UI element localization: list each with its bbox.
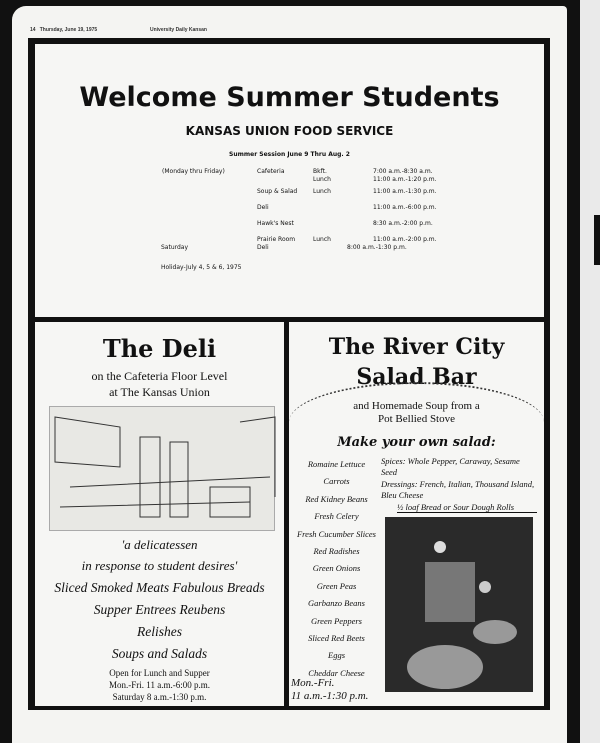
- schedule-time: 11:00 a.m.-2:00 p.m.: [373, 236, 437, 243]
- salad-item: Garbanzo Beans: [308, 598, 365, 609]
- adjacent-page: [580, 0, 600, 743]
- ad-frame: [28, 38, 550, 710]
- session: Summer Session June 9 Thru Aug. 2: [229, 151, 350, 158]
- salad-bar-panel: [289, 322, 544, 706]
- deli-line: at The Kansas Union: [109, 385, 210, 399]
- schedule-place: Cafeteria: [257, 168, 285, 175]
- deli-item: Sliced Smoked Meats Fabulous Breads: [54, 580, 265, 595]
- salad-item: Red Kidney Beans: [305, 493, 368, 504]
- deli-item: Soups and Salads: [111, 646, 208, 661]
- schedule-place: Soup & Salad: [257, 188, 298, 195]
- schedule-meal: Lunch: [313, 176, 331, 183]
- make-your-own: Make your own salad:: [337, 435, 496, 450]
- divider: [594, 215, 600, 265]
- schedule-panel: [35, 44, 544, 317]
- subtitle: KANSAS UNION FOOD SERVICE: [185, 124, 394, 138]
- page-number: 14: [30, 27, 36, 33]
- bread: ½ loaf Bread or Sour Dough Rolls: [397, 502, 537, 513]
- dressings: Dressings: French, Italian, Thousand Island, Bleu Cheese: [381, 479, 535, 500]
- schedule-place: Hawk's Nest: [257, 220, 294, 227]
- schedule-time: 8:30 a.m.-2:00 p.m.: [373, 220, 433, 227]
- schedule-time: 11:00 a.m.-1:30 p.m.: [373, 188, 437, 195]
- salad-item: Sliced Red Beets: [308, 633, 365, 643]
- salad-hours: Mon.-Fri.: [291, 677, 335, 689]
- salad-item: Eggs: [328, 650, 345, 661]
- schedule-meal: Bkft.: [313, 168, 327, 175]
- deli-item: Supper Entrees Reubens: [93, 602, 226, 617]
- paper-name: University Daily Kansan: [150, 27, 207, 33]
- salad-sub: and Homemade Soup from a: [353, 400, 480, 412]
- salad-item: Red Radishes: [313, 546, 360, 556]
- schedule-meal: Lunch: [313, 188, 331, 195]
- salad-bar-photo: [385, 517, 533, 692]
- salad-item: Fresh Celery: [314, 511, 359, 522]
- salad-title: The River City: [328, 334, 505, 360]
- deli-illustration: [49, 406, 275, 531]
- salad-item: Green Peppers: [311, 615, 362, 626]
- schedule-time: 11:00 a.m.-6:00 p.m.: [373, 204, 437, 211]
- schedule-meal: Lunch: [313, 236, 331, 243]
- date: Thursday, June 19, 1975: [39, 27, 98, 33]
- deli-title: The Deli: [102, 334, 217, 363]
- deli-panel: [35, 322, 284, 706]
- deli-hours: Open for Lunch and Supper: [109, 668, 210, 678]
- salad-item: Romaine Lettuce: [307, 459, 366, 469]
- schedule-place: Deli: [257, 204, 269, 211]
- spices: Spices: Whole Pepper, Caraway, Sesame Seed: [381, 456, 520, 477]
- schedule-time: 11:00 a.m.-1:20 p.m.: [373, 176, 437, 183]
- deli-tagline: in response to student desires': [81, 558, 238, 573]
- salad-item: Green Peas: [316, 580, 357, 591]
- deli-hours: Mon.-Fri. 11 a.m.-6:00 p.m.: [109, 680, 210, 690]
- salad-item: Carrots: [323, 476, 350, 487]
- deli-line: on the Cafeteria Floor Level: [91, 369, 228, 383]
- holiday: Holiday-July 4, 5 & 6, 1975: [161, 264, 242, 271]
- salad-sub: Pot Bellied Stove: [378, 413, 455, 425]
- deli-item: Relishes: [137, 624, 182, 639]
- saturday-label: Saturday: [161, 244, 189, 251]
- headline: Welcome Summer Students: [79, 82, 500, 113]
- salad-hours: 11 a.m.-1:30 p.m.: [291, 690, 369, 702]
- salad-title: Salad Bar: [356, 364, 477, 390]
- salad-item: Fresh Cucumber Slices: [296, 528, 376, 539]
- saturday-time: 8:00 a.m.-1:30 p.m.: [347, 244, 407, 251]
- deli-tagline: 'a delicatessen: [121, 537, 198, 552]
- schedule-place: Prairie Room: [257, 236, 296, 243]
- page-header: [30, 27, 97, 33]
- weekday-label: (Monday thru Friday): [162, 168, 225, 175]
- schedule-time: 7:00 a.m.-8:30 a.m.: [373, 168, 433, 175]
- saturday-place: Deli: [257, 244, 269, 251]
- salad-item: Green Onions: [312, 563, 361, 574]
- salad-item: Cheddar Cheese: [308, 667, 365, 678]
- deli-hours: Saturday 8 a.m.-1:30 p.m.: [112, 692, 207, 702]
